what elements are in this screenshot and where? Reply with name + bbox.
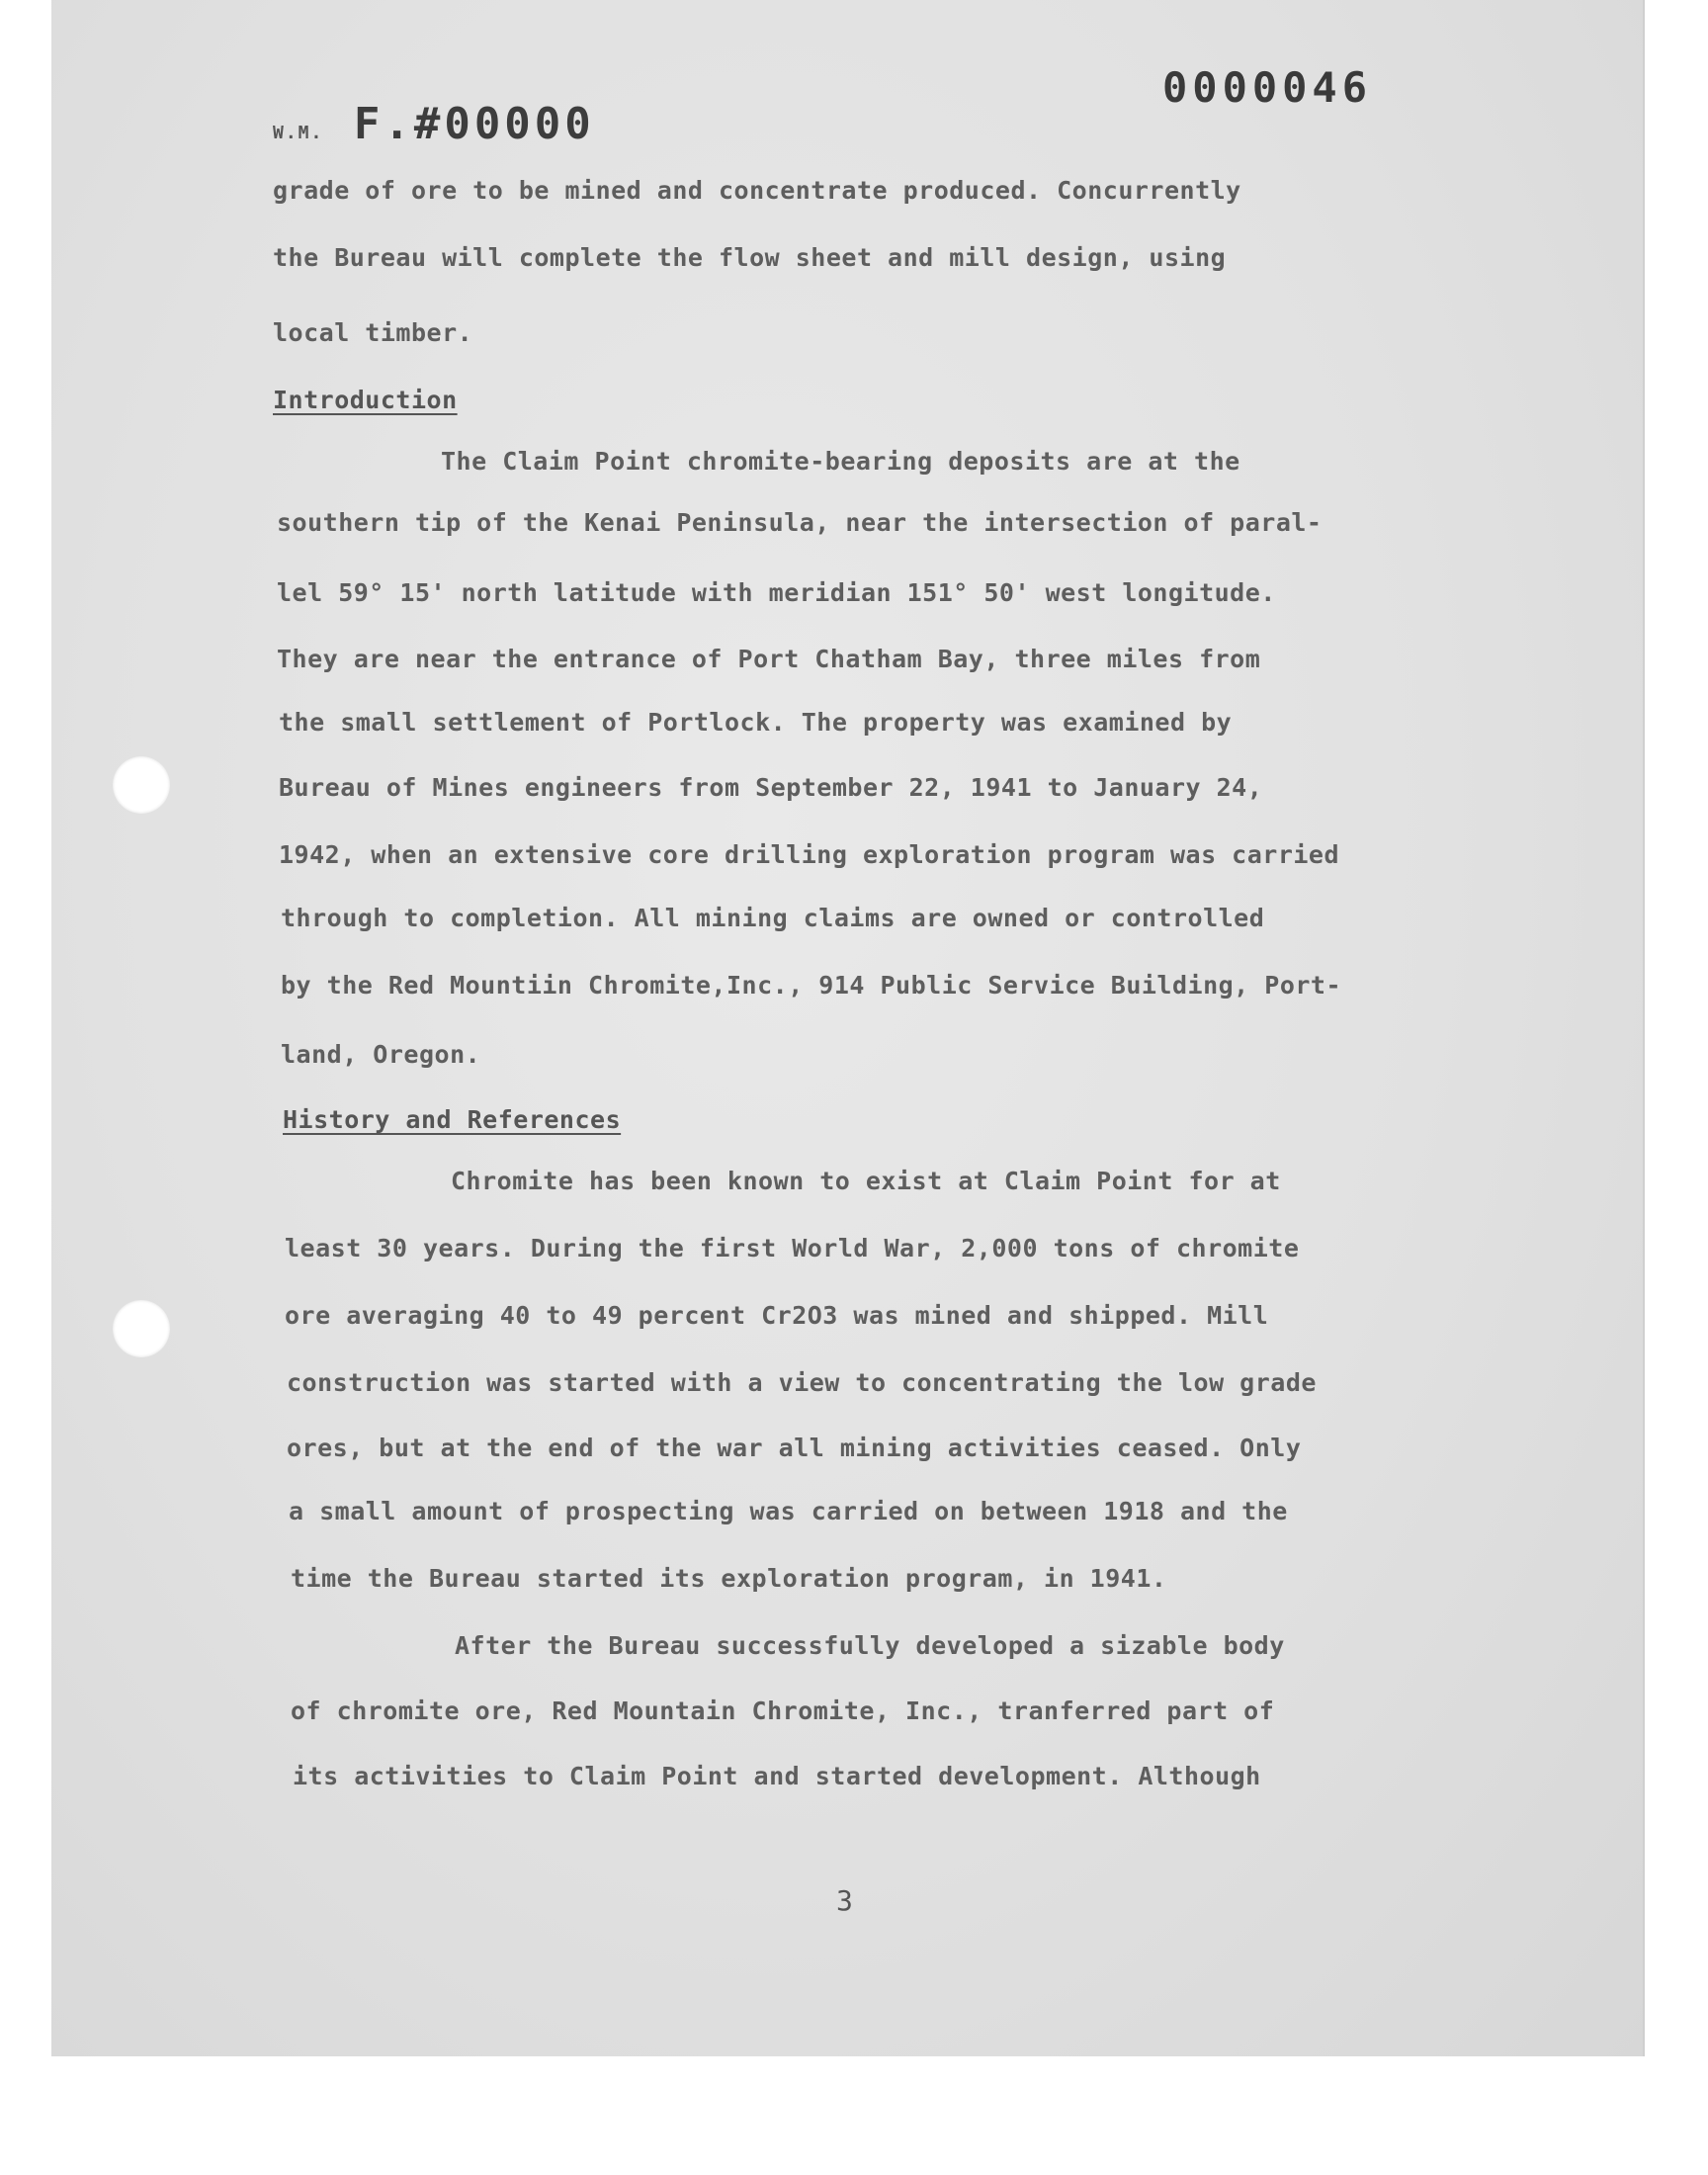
history-line: time the Bureau started its exploration program, in 1941. [291, 1564, 1167, 1593]
intro-line: 1942, when an extensive core drilling exploration program was carried [279, 840, 1340, 869]
history-line: least 30 years. During the first World War, 2,000 tons of chromite [285, 1234, 1300, 1262]
history-line: Chromite has been known to exist at Claim Point for at [451, 1167, 1281, 1195]
intro-line: through to completion. All mining claims are owned or controlled [281, 904, 1265, 932]
history-line: ores, but at the end of the war all mining activities ceased. Only [287, 1434, 1302, 1462]
after-line: its activities to Claim Point and started development. Although [293, 1762, 1261, 1790]
file-number-stamp [273, 99, 595, 149]
body-line: the Bureau will complete the flow sheet and mill design, using [273, 243, 1227, 272]
intro-line: the small settlement of Portlock. The property was examined by [279, 708, 1233, 737]
intro-line: Bureau of Mines engineers from September 22, 1941 to January 24, [279, 773, 1263, 802]
paper-sheet [51, 0, 1645, 2056]
intro-line: lel 59° 15' north latitude with meridian 151° 50' west longitude. [277, 578, 1276, 607]
file-number: F.#00000 [353, 99, 595, 149]
file-prefix: W.M. [273, 123, 324, 143]
intro-line: southern tip of the Kenai Peninsula, near the intersection of paral- [277, 508, 1323, 537]
history-line: a small amount of prospecting was carried on between 1918 and the [289, 1497, 1288, 1525]
history-line: ore averaging 40 to 49 percent Cr2O3 was mined and shipped. Mill [285, 1301, 1269, 1330]
after-line: After the Bureau successfully developed a sizable body [455, 1631, 1285, 1660]
history-line: construction was started with a view to concentrating the low grade [287, 1368, 1317, 1397]
page-code-stamp: 0000046 [1162, 63, 1373, 112]
intro-line: The Claim Point chromite-bearing deposits are at the [441, 447, 1240, 476]
heading-introduction: Introduction [273, 386, 458, 414]
body-line: grade of ore to be mined and concentrate produced. Concurrently [273, 176, 1241, 205]
punch-hole-top [113, 756, 170, 814]
page-number: 3 [836, 1884, 853, 1917]
intro-line: They are near the entrance of Port Chatham Bay, three miles from [277, 645, 1261, 673]
after-line: of chromite ore, Red Mountain Chromite, Inc., tranferred part of [291, 1696, 1275, 1725]
intro-line: by the Red Mountiin Chromite,Inc., 914 Public Service Building, Port- [281, 971, 1342, 1000]
intro-line: land, Oregon. [281, 1040, 481, 1069]
body-line: local timber. [273, 318, 473, 347]
heading-history: History and References [283, 1105, 622, 1134]
punch-hole-bottom [113, 1300, 170, 1357]
